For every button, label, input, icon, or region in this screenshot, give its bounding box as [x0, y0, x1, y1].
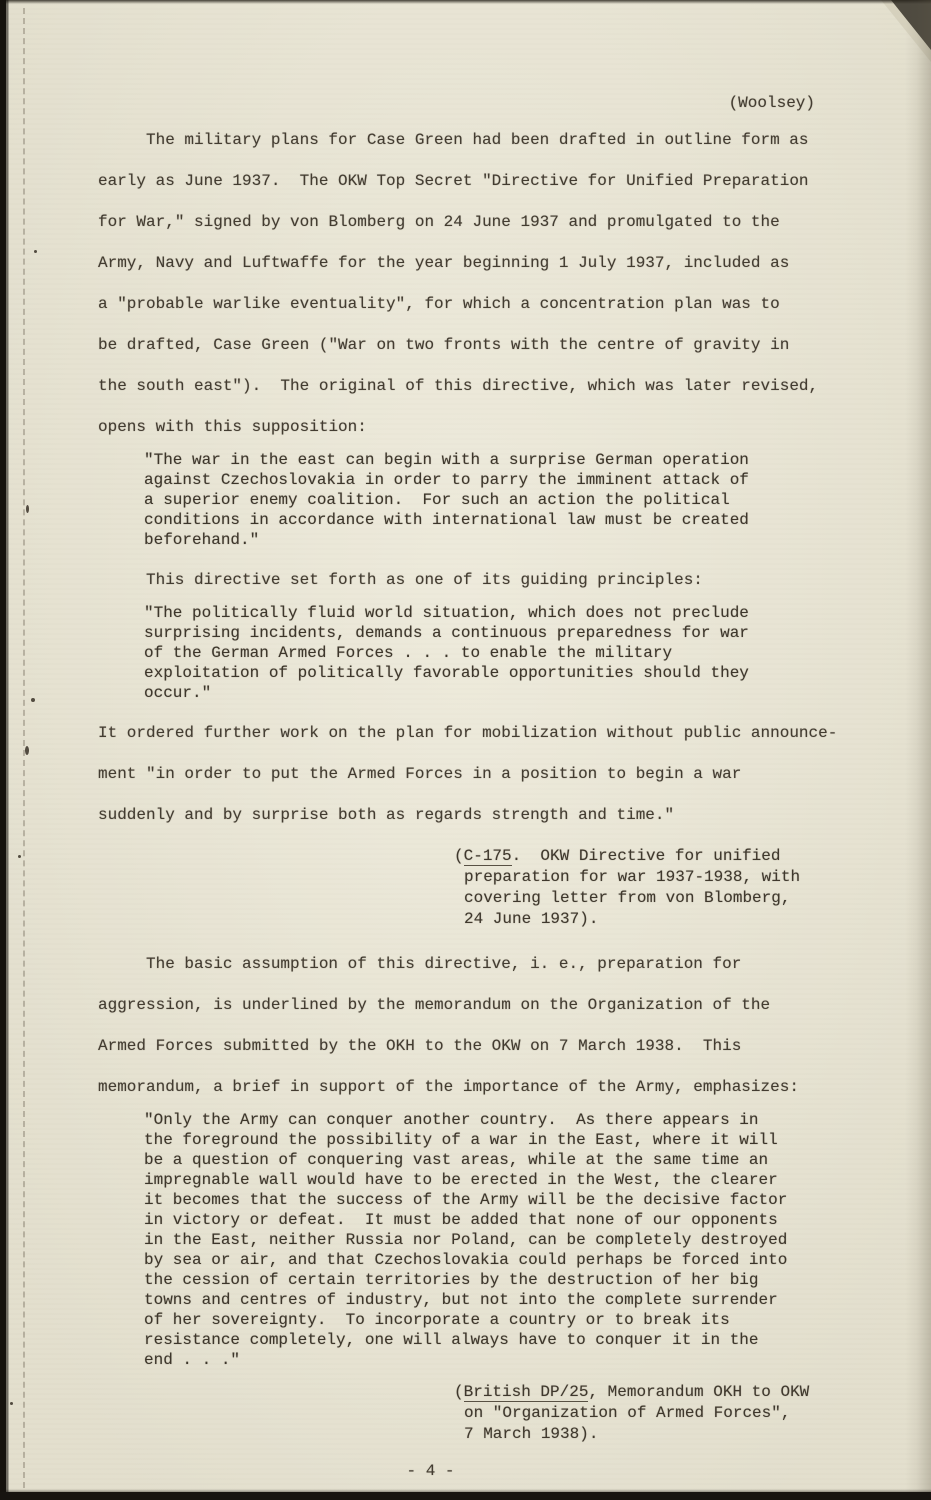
text-line: end . . ." [144, 1351, 241, 1369]
citation-block [454, 1382, 843, 1445]
text-line: in victory or defeat. It must be added that none of our opponents [144, 1211, 778, 1229]
text-line: of the German Armed Forces . . . to enable the military [144, 644, 673, 662]
text-line: (British DP/25, Memorandum OKH to OKW [454, 1383, 810, 1401]
paragraph-block [98, 120, 843, 448]
text-line: conditions in accordance with international law must be created [144, 511, 749, 529]
text-line: "The war in the east can begin with a surprise German operation [144, 451, 749, 469]
text-line: "The politically fluid world situation, which does not preclude [144, 604, 749, 622]
text-line: The basic assumption of this directive, i. e., preparation for [146, 955, 742, 973]
text-line: Armed Forces submitted by the OKH to the OKW on 7 March 1938. This [98, 1037, 742, 1055]
document-body [98, 120, 843, 1445]
text-line: opens with this supposition: [98, 418, 367, 436]
text-line: This directive set forth as one of its guiding principles: [146, 571, 703, 589]
text-line: surprising incidents, demands a continuous preparedness for war [144, 624, 749, 642]
paragraph-block [98, 713, 843, 836]
page-number: - 4 - [406, 1462, 455, 1480]
text-line: preparation for war 1937-1938, with [464, 868, 801, 886]
text-line: aggression, is underlined by the memorandum on the Organization of the [98, 996, 771, 1014]
attribution: (Woolsey) [728, 94, 815, 112]
text-line: covering letter from von Blomberg, [464, 889, 791, 907]
text-line: early as June 1937. The OKW Top Secret "Directive for Unified Preparation [98, 172, 809, 190]
quote-block [144, 603, 843, 703]
text-line: impregnable wall would have to be erected in the West, the clearer [144, 1171, 778, 1189]
text-line: resistance completely, one will always have to conquer it in the [144, 1331, 759, 1349]
text-line: be a question of conquering vast areas, while at the same time an [144, 1151, 769, 1169]
text-line: the south east"). The original of this directive, which was later revised, [98, 377, 819, 395]
text-line: it becomes that the success of the Army will be the decisive factor [144, 1191, 788, 1209]
text-line: the cession of certain territories by the destruction of her big [144, 1271, 759, 1289]
text-line: by sea or air, and that Czechoslovakia could perhaps be forced into [144, 1251, 788, 1269]
text-line: a "probable warlike eventuality", for which a concentration plan was to [98, 295, 780, 313]
text-line: in the East, neither Russia nor Poland, can be completely destroyed [144, 1231, 788, 1249]
text-line: for War," signed by von Blomberg on 24 June 1937 and promulgated to the [98, 213, 780, 231]
quote-block [144, 450, 843, 550]
paragraph-block [98, 944, 843, 1108]
text-line: a superior enemy coalition. For such an action the political [144, 491, 730, 509]
text-line: against Czechoslovakia in order to parry the imminent attack of [144, 471, 749, 489]
text-line: "Only the Army can conquer another country. As there appears in [144, 1111, 759, 1129]
text-line: exploitation of politically favorable opportunities should they [144, 664, 749, 682]
text-line: memorandum, a brief in support of the importance of the Army, emphasizes: [98, 1078, 799, 1096]
text-line: (C-175. OKW Directive for unified [454, 847, 781, 865]
citation-exhibit-number: C-175 [463, 847, 512, 865]
text-line: on "Organization of Armed Forces", [464, 1404, 791, 1422]
paragraph-block [98, 560, 843, 601]
text-line: The military plans for Case Green had been drafted in outline form as [146, 131, 809, 149]
text-line: 24 June 1937). [464, 910, 599, 928]
text-line: the foreground the possibility of a war in the East, where it will [144, 1131, 778, 1149]
text-line: 7 March 1938). [464, 1425, 599, 1443]
text-line: occur." [144, 684, 212, 702]
text-line: of her sovereignty. To incorporate a country or to break its [144, 1311, 730, 1329]
quote-block [144, 1110, 843, 1370]
text-line: ment "in order to put the Armed Forces in a position to begin a war [98, 765, 742, 783]
text-line: towns and centres of industry, but not into the complete surrender [144, 1291, 778, 1309]
text-line: Army, Navy and Luftwaffe for the year beginning 1 July 1937, included as [98, 254, 790, 272]
citation-exhibit-number: British DP/25 [463, 1383, 589, 1401]
text-line: beforehand." [144, 531, 260, 549]
citation-block [454, 846, 843, 930]
text-line: suddenly and by surprise both as regards strength and time." [98, 806, 675, 824]
text-line: be drafted, Case Green ("War on two fronts with the centre of gravity in [98, 336, 790, 354]
text-line: It ordered further work on the plan for mobilization without public announce- [98, 724, 838, 742]
